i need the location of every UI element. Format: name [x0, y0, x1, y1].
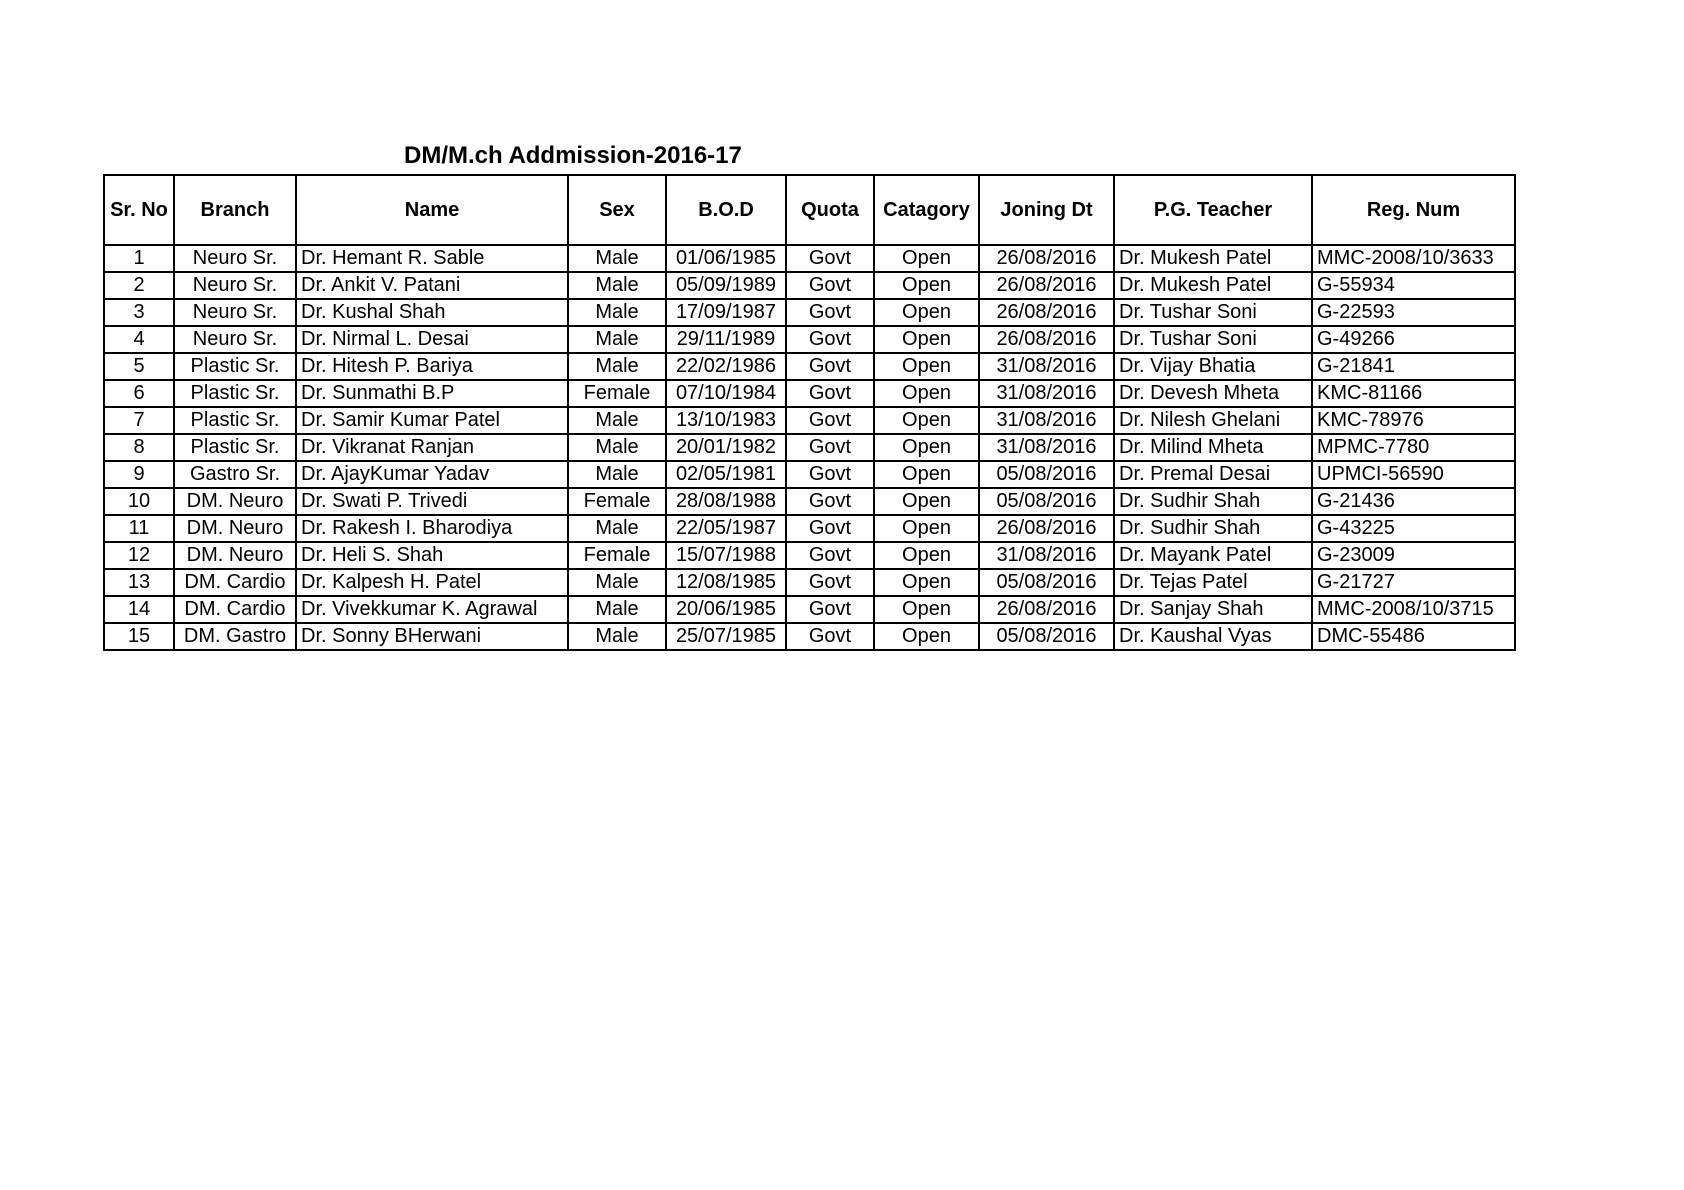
cell-pg-teacher: Dr. Kaushal Vyas	[1114, 623, 1312, 650]
cell-category: Open	[874, 245, 979, 272]
cell-reg-num: G-55934	[1312, 272, 1515, 299]
cell-joining-date: 26/08/2016	[979, 515, 1114, 542]
table-row	[104, 488, 1515, 515]
cell-quota: Govt	[786, 488, 874, 515]
cell-quota: Govt	[786, 623, 874, 650]
cell-pg-teacher: Dr. Tushar Soni	[1114, 326, 1312, 353]
cell-joining-date: 31/08/2016	[979, 380, 1114, 407]
table-row	[104, 380, 1515, 407]
cell-bod: 01/06/1985	[666, 245, 786, 272]
cell-category: Open	[874, 596, 979, 623]
cell-joining-date: 31/08/2016	[979, 542, 1114, 569]
cell-joining-date: 05/08/2016	[979, 623, 1114, 650]
cell-branch: Plastic Sr.	[174, 434, 296, 461]
cell-sex: Male	[568, 569, 666, 596]
cell-name: Dr. Hemant R. Sable	[296, 245, 568, 272]
cell-sr-no: 15	[104, 623, 174, 650]
cell-quota: Govt	[786, 515, 874, 542]
cell-sex: Male	[568, 407, 666, 434]
header-pg-teacher: P.G. Teacher	[1114, 175, 1312, 245]
header-category: Catagory	[874, 175, 979, 245]
table-row	[104, 623, 1515, 650]
header-sr-no: Sr. No	[104, 175, 174, 245]
cell-branch: Gastro Sr.	[174, 461, 296, 488]
table-row	[104, 326, 1515, 353]
header-sex: Sex	[568, 175, 666, 245]
cell-sr-no: 8	[104, 434, 174, 461]
cell-reg-num: MMC-2008/10/3633	[1312, 245, 1515, 272]
header-branch: Branch	[174, 175, 296, 245]
cell-category: Open	[874, 380, 979, 407]
cell-reg-num: G-21841	[1312, 353, 1515, 380]
cell-sr-no: 7	[104, 407, 174, 434]
table-header-row	[104, 175, 1515, 245]
cell-bod: 22/05/1987	[666, 515, 786, 542]
header-reg-num: Reg. Num	[1312, 175, 1515, 245]
cell-bod: 17/09/1987	[666, 299, 786, 326]
cell-pg-teacher: Dr. Tejas Patel	[1114, 569, 1312, 596]
cell-branch: DM. Neuro	[174, 542, 296, 569]
cell-branch: Neuro Sr.	[174, 272, 296, 299]
cell-name: Dr. Vivekkumar K. Agrawal	[296, 596, 568, 623]
cell-bod: 02/05/1981	[666, 461, 786, 488]
cell-quota: Govt	[786, 380, 874, 407]
cell-branch: DM. Neuro	[174, 515, 296, 542]
cell-category: Open	[874, 623, 979, 650]
cell-joining-date: 26/08/2016	[979, 299, 1114, 326]
cell-sr-no: 14	[104, 596, 174, 623]
cell-branch: Plastic Sr.	[174, 353, 296, 380]
table-row	[104, 596, 1515, 623]
header-name: Name	[296, 175, 568, 245]
cell-joining-date: 05/08/2016	[979, 488, 1114, 515]
cell-branch: Plastic Sr.	[174, 380, 296, 407]
header-quota: Quota	[786, 175, 874, 245]
cell-sex: Male	[568, 596, 666, 623]
cell-category: Open	[874, 353, 979, 380]
cell-reg-num: G-21436	[1312, 488, 1515, 515]
cell-joining-date: 31/08/2016	[979, 434, 1114, 461]
cell-quota: Govt	[786, 434, 874, 461]
cell-joining-date: 31/08/2016	[979, 407, 1114, 434]
cell-quota: Govt	[786, 299, 874, 326]
table-row	[104, 542, 1515, 569]
cell-sex: Male	[568, 272, 666, 299]
cell-pg-teacher: Dr. Tushar Soni	[1114, 299, 1312, 326]
table-row	[104, 353, 1515, 380]
cell-reg-num: G-49266	[1312, 326, 1515, 353]
cell-sex: Male	[568, 299, 666, 326]
cell-name: Dr. Heli S. Shah	[296, 542, 568, 569]
cell-reg-num: DMC-55486	[1312, 623, 1515, 650]
cell-reg-num: UPMCI-56590	[1312, 461, 1515, 488]
cell-sr-no: 11	[104, 515, 174, 542]
table-row	[104, 299, 1515, 326]
cell-category: Open	[874, 434, 979, 461]
cell-sr-no: 10	[104, 488, 174, 515]
cell-sex: Male	[568, 434, 666, 461]
cell-reg-num: G-21727	[1312, 569, 1515, 596]
cell-branch: DM. Cardio	[174, 596, 296, 623]
cell-name: Dr. Nirmal L. Desai	[296, 326, 568, 353]
cell-sr-no: 4	[104, 326, 174, 353]
table-row	[104, 245, 1515, 272]
cell-name: Dr. Rakesh I. Bharodiya	[296, 515, 568, 542]
table-row	[104, 434, 1515, 461]
cell-pg-teacher: Dr. Milind Mheta	[1114, 434, 1312, 461]
cell-reg-num: KMC-81166	[1312, 380, 1515, 407]
cell-joining-date: 05/08/2016	[979, 461, 1114, 488]
cell-name: Dr. Kalpesh H. Patel	[296, 569, 568, 596]
cell-name: Dr. Hitesh P. Bariya	[296, 353, 568, 380]
cell-joining-date: 31/08/2016	[979, 353, 1114, 380]
cell-pg-teacher: Dr. Devesh Mheta	[1114, 380, 1312, 407]
cell-sex: Female	[568, 542, 666, 569]
cell-pg-teacher: Dr. Mayank Patel	[1114, 542, 1312, 569]
cell-pg-teacher: Dr. Sudhir Shah	[1114, 515, 1312, 542]
cell-branch: Plastic Sr.	[174, 407, 296, 434]
cell-joining-date: 26/08/2016	[979, 245, 1114, 272]
cell-bod: 05/09/1989	[666, 272, 786, 299]
cell-quota: Govt	[786, 272, 874, 299]
table-row	[104, 272, 1515, 299]
cell-pg-teacher: Dr. Mukesh Patel	[1114, 272, 1312, 299]
cell-reg-num: MPMC-7780	[1312, 434, 1515, 461]
cell-sex: Male	[568, 245, 666, 272]
cell-quota: Govt	[786, 461, 874, 488]
cell-branch: DM. Gastro	[174, 623, 296, 650]
cell-category: Open	[874, 299, 979, 326]
cell-pg-teacher: Dr. Sudhir Shah	[1114, 488, 1312, 515]
cell-quota: Govt	[786, 245, 874, 272]
cell-sr-no: 13	[104, 569, 174, 596]
cell-name: Dr. Ankit V. Patani	[296, 272, 568, 299]
cell-sex: Male	[568, 515, 666, 542]
cell-name: Dr. Sunmathi B.P	[296, 380, 568, 407]
cell-category: Open	[874, 326, 979, 353]
cell-sex: Male	[568, 461, 666, 488]
cell-name: Dr. Sonny BHerwani	[296, 623, 568, 650]
cell-sr-no: 2	[104, 272, 174, 299]
cell-pg-teacher: Dr. Sanjay Shah	[1114, 596, 1312, 623]
cell-name: Dr. AjayKumar Yadav	[296, 461, 568, 488]
cell-bod: 20/06/1985	[666, 596, 786, 623]
cell-quota: Govt	[786, 407, 874, 434]
cell-sex: Male	[568, 353, 666, 380]
cell-sr-no: 12	[104, 542, 174, 569]
page-title: DM/M.ch Addmission-2016-17	[404, 142, 742, 169]
cell-bod: 22/02/1986	[666, 353, 786, 380]
cell-sex: Male	[568, 623, 666, 650]
cell-sr-no: 9	[104, 461, 174, 488]
cell-quota: Govt	[786, 326, 874, 353]
cell-quota: Govt	[786, 353, 874, 380]
admissions-table	[103, 174, 1516, 651]
cell-branch: Neuro Sr.	[174, 299, 296, 326]
cell-branch: DM. Cardio	[174, 569, 296, 596]
cell-name: Dr. Samir Kumar Patel	[296, 407, 568, 434]
cell-category: Open	[874, 407, 979, 434]
cell-sr-no: 6	[104, 380, 174, 407]
cell-reg-num: KMC-78976	[1312, 407, 1515, 434]
cell-pg-teacher: Dr. Premal Desai	[1114, 461, 1312, 488]
cell-pg-teacher: Dr. Nilesh Ghelani	[1114, 407, 1312, 434]
cell-bod: 20/01/1982	[666, 434, 786, 461]
cell-bod: 15/07/1988	[666, 542, 786, 569]
cell-sex: Male	[568, 326, 666, 353]
cell-category: Open	[874, 515, 979, 542]
cell-bod: 28/08/1988	[666, 488, 786, 515]
cell-reg-num: MMC-2008/10/3715	[1312, 596, 1515, 623]
cell-sr-no: 1	[104, 245, 174, 272]
cell-joining-date: 05/08/2016	[979, 569, 1114, 596]
cell-branch: Neuro Sr.	[174, 245, 296, 272]
cell-quota: Govt	[786, 569, 874, 596]
cell-quota: Govt	[786, 542, 874, 569]
cell-category: Open	[874, 542, 979, 569]
cell-name: Dr. Vikranat Ranjan	[296, 434, 568, 461]
cell-bod: 12/08/1985	[666, 569, 786, 596]
cell-category: Open	[874, 461, 979, 488]
table-row	[104, 515, 1515, 542]
table-row	[104, 569, 1515, 596]
cell-branch: Neuro Sr.	[174, 326, 296, 353]
table-body	[104, 245, 1515, 650]
header-joining-date: Joning Dt	[979, 175, 1114, 245]
cell-bod: 25/07/1985	[666, 623, 786, 650]
cell-sex: Female	[568, 488, 666, 515]
table-row	[104, 461, 1515, 488]
cell-sr-no: 5	[104, 353, 174, 380]
cell-reg-num: G-43225	[1312, 515, 1515, 542]
cell-reg-num: G-22593	[1312, 299, 1515, 326]
cell-joining-date: 26/08/2016	[979, 596, 1114, 623]
cell-name: Dr. Swati P. Trivedi	[296, 488, 568, 515]
cell-sr-no: 3	[104, 299, 174, 326]
table-row	[104, 407, 1515, 434]
cell-bod: 29/11/1989	[666, 326, 786, 353]
cell-bod: 07/10/1984	[666, 380, 786, 407]
cell-pg-teacher: Dr. Vijay Bhatia	[1114, 353, 1312, 380]
cell-reg-num: G-23009	[1312, 542, 1515, 569]
cell-category: Open	[874, 569, 979, 596]
cell-joining-date: 26/08/2016	[979, 272, 1114, 299]
cell-category: Open	[874, 488, 979, 515]
cell-branch: DM. Neuro	[174, 488, 296, 515]
cell-bod: 13/10/1983	[666, 407, 786, 434]
cell-sex: Female	[568, 380, 666, 407]
cell-quota: Govt	[786, 596, 874, 623]
cell-category: Open	[874, 272, 979, 299]
cell-pg-teacher: Dr. Mukesh Patel	[1114, 245, 1312, 272]
cell-joining-date: 26/08/2016	[979, 326, 1114, 353]
header-bod: B.O.D	[666, 175, 786, 245]
cell-name: Dr. Kushal Shah	[296, 299, 568, 326]
